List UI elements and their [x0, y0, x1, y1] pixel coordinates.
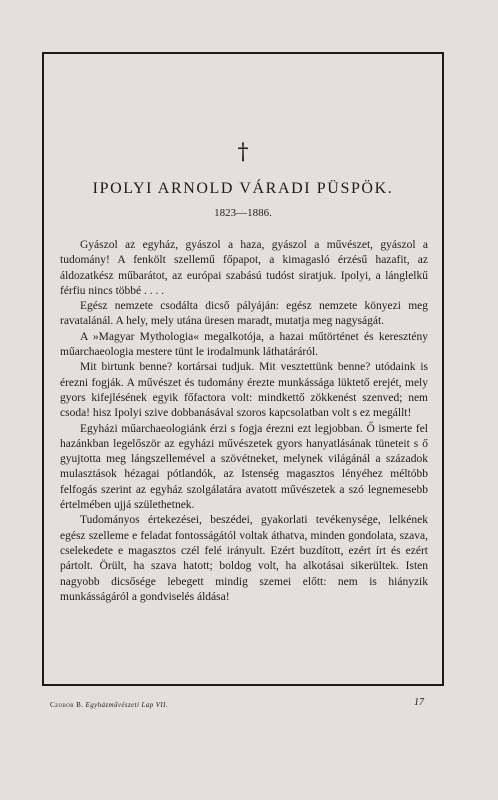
paragraph: A »Magyar Mythologia« megalkotója, a hazai műtörténet és keresztény műarchaeologia mestere tünt le irodalmunk láthatáráról. — [60, 330, 428, 359]
page-number: 17 — [414, 697, 424, 708]
obituary-title: IPOLYI ARNOLD VÁRADI PÜSPÖK. — [92, 180, 394, 197]
footer-credit — [50, 701, 168, 709]
cross-icon: † — [237, 140, 249, 165]
paragraph: Egyházi műarchaeologiánk érzi s fogja érezni ezt legjobban. Ő ismerte fel hazánkban legelőször az egyházi művészetek gyors hanyatlásának tüneteit s ő gyujtotta meg lángszellemével a szövétneket, melynek világánál a századok mulasztások hézagai pótlandók, az Istenség magasztos lényéhez méltóbb felfogás szerint az egyház szolgálatára avatott művészetek a szó legnemesebb értelmében ujjá születhetnek. — [60, 422, 428, 512]
footer-author: Czobor B. — [50, 701, 84, 709]
memorial-frame — [42, 52, 444, 686]
obituary-text — [60, 238, 428, 605]
paragraph: Gyászol az egyház, gyászol a haza, gyászol a művészet, gyászol a tudomány! A fenkölt szellemű főpapot, a kimagasló érzésű hazafit, az áldozatkész műbarátot, az európai szabású tudóst siratjuk. Ipolyi, a lánglelkű férfiu nincs többé . . . . — [60, 239, 428, 297]
footer-publication: Egyházművészeti Lap VII. — [85, 701, 169, 709]
paragraph: Tudományos értekezései, beszédei, gyakorlati tevékenysége, lelkének egész szelleme e feladat fontosságától voltak áthatva, minden gondolata, szava, cselekedete e magasztos czél felé irányult. Ezért buzdított, ezért írt és ezért pártolt. Örült, ha szava hatott; boldog volt, ha alkotásai sikerültek. Isten nagyobb dicsősége lebegett mindig szemei előtt: nem is hiányzik munkásságáról a gondviselés áldása! — [60, 514, 428, 603]
paragraph: Egész nemzete csodálta dicső pályáján: egész nemzete könyezi meg ravatalánál. A hely, mely utána üresen maradt, mutatja meg nagyságát. — [60, 300, 428, 328]
life-years: 1823—1886. — [214, 207, 272, 219]
paragraph: Mit birtunk benne? kortársai tudjuk. Mit vesztettünk benne? utódaink is érezni fogják. A művészet és tudomány érezte munkássága lüktető erejét, mely gyors kifejlésének egyik főfactora volt: mindkettő zökkenést szenved; nem csoda! hisz Ipolyi szive dobbanásával szoros kapcsolatban volt s ez megállt! — [60, 361, 428, 420]
